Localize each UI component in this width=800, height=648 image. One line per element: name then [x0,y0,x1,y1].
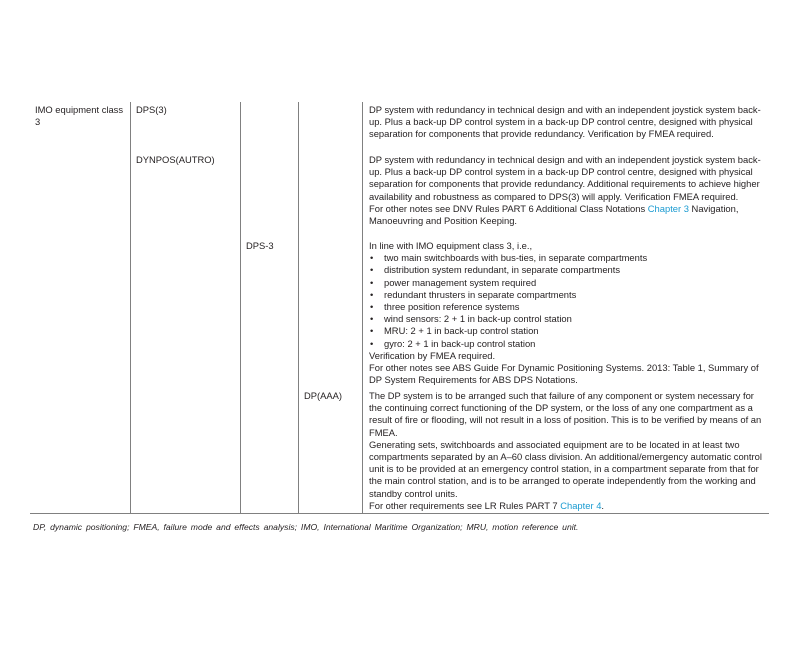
notation-dps-3: DPS-3 [246,240,274,251]
list-item: • redundant thrusters in separate compartments [369,289,769,301]
list-item: • three position reference systems [369,301,769,313]
list-item: • distribution system redundant, in separate compartments [369,264,769,276]
chapter-3-link[interactable]: Chapter 3 [647,202,689,214]
description-text: DP system with redundancy in technical design and with an independent joystick system back-up. Plus a back-up DP control system in a back-up DP control centre, designed with physical separation for components that provide redundancy. Additional requirements to achieve higher availability and robustness as compared to DPS(3) will apply. Verification FMEA required. [369,154,761,202]
notation-dp-aaa: DP(AAA) [304,390,343,401]
dnv-rules-note: For other notes see DNV Rules PART 6 Additional Class Notations Chapter 3 Navigation, Manoeuvring and Position Keeping. [369,202,739,227]
intro-text: In line with IMO equipment class 3, i.e., [369,240,533,251]
imo-class-label: IMO equipment class 3 [35,104,124,128]
notation-dynpos-autro: DYNPOS(AUTRO) [136,154,215,165]
notation-dps3-paren: DPS(3) [136,104,167,115]
column-divider [240,102,241,514]
description-dynpos-autro [369,154,769,227]
list-item: • power management system required [369,277,769,289]
description-dp-aaa [369,390,769,512]
description-dps3-paren [369,104,769,141]
requirements-list [369,252,769,350]
list-item: • MRU: 2 + 1 in back-up control station [369,325,769,337]
description-dps-3 [369,240,769,386]
column-divider [130,102,131,514]
description-text: DP system with redundancy in technical design and with an independent joystick system back-up. Plus a back-up DP control system in a back-up DP control centre, designed with physical separation for components that provide redundancy. Verification by FMEA required. [369,104,761,140]
description-text: The DP system is to be arranged such that failure of any component or system necessary for the continuing correct functioning of the DP system, or the loss of any one compartment as a result of fire or flooding, will not result in a loss of position. This is to be verified by means of an FMEA. [369,390,762,438]
abs-guide-note: For other notes see ABS Guide For Dynamic Positioning Systems. 2013: Table 1, Summary of DP System Requirements for ABS DPS Notations. [369,362,759,386]
column-divider [298,102,299,514]
lr-rules-note: For other requirements see LR Rules PART 7 Chapter 4. [369,499,605,511]
table-bottom-rule [30,513,769,514]
list-item: • two main switchboards with bus-ties, in separate compartments [369,252,769,264]
chapter-4-link[interactable]: Chapter 4 [560,499,602,511]
column-divider [362,102,363,514]
table-footnote: DP, dynamic positioning; FMEA, failure mode and effects analysis; IMO, International Maritime Organization; MRU, motion reference unit. [33,522,579,532]
verification-text: Verification by FMEA required. [369,349,496,361]
list-item: • wind sensors: 2 + 1 in back-up control station [369,313,769,325]
description-text: Generating sets, switchboards and associated equipment are to be located in at least two compartments separated by an A–60 class division. An additional/emergency automatic control unit is to be provided at an emergency control station, in a compartment separate from that for the main control station, and is to be arranged to operate independently from the working and standby control units. [369,438,762,499]
list-item: • gyro: 2 + 1 in back-up control station [369,338,769,350]
